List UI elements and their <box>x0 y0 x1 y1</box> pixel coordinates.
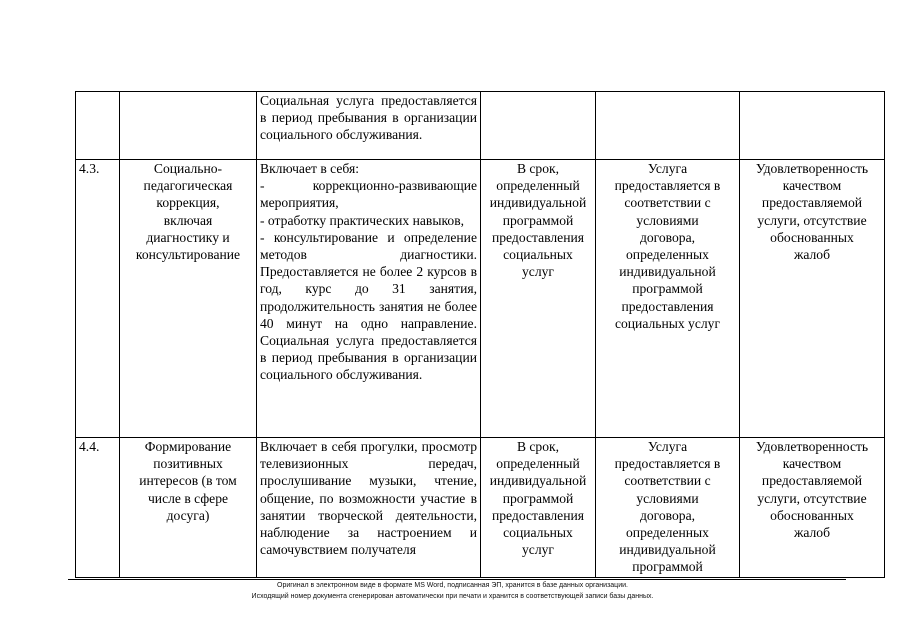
conditions-line: условиями <box>636 212 699 228</box>
table-row <box>76 92 885 160</box>
conditions-line: социальных услуг <box>614 315 721 331</box>
conditions-line: договора, <box>639 507 696 523</box>
term-line: социальных <box>503 247 573 263</box>
description-text: Включает в себя: <box>260 161 359 176</box>
service-conditions-cell <box>596 160 740 438</box>
indicator-line: обоснованных <box>770 229 854 245</box>
service-name-cell <box>120 160 257 438</box>
indicator-line: жалоб <box>793 247 831 263</box>
indicator-line: услуги, отсутствие <box>757 490 867 506</box>
name-line: педагогическая <box>143 178 233 194</box>
indicator-line: качеством <box>782 178 842 194</box>
term-line: услуг <box>522 264 554 280</box>
quality-indicators-cell <box>740 92 885 160</box>
service-name-cell <box>120 92 257 160</box>
term-line: социальных <box>503 525 573 541</box>
term-line: предоставления <box>491 229 584 245</box>
term-line: услуг <box>522 542 554 558</box>
service-term-cell <box>481 160 596 438</box>
services-table <box>75 91 885 578</box>
service-term-cell <box>481 92 596 160</box>
indicator-line: предоставляемой <box>761 195 863 211</box>
term-line: программой <box>502 490 574 506</box>
conditions-line: договора, <box>639 229 696 245</box>
term-line: индивидуальной <box>489 473 587 489</box>
conditions-line: условиями <box>636 490 699 506</box>
service-conditions-cell <box>596 92 740 160</box>
description-text: Включает в себя прогулки, просмотр телевизионных передач, прослушивание музыки, чтение, общение, по возможности участие в занятии творческой деятельности, наблюдение за настроением и самочувствием получателя <box>260 439 477 558</box>
indicator-line: жалоб <box>793 525 831 541</box>
conditions-line: предоставления <box>621 298 714 314</box>
conditions-line: предоставляется в <box>614 456 721 472</box>
description-text: - консультирование и определение методов диагностики. Предоставляется не более 2 курсов в год, курс до 31 занятия, продолжительность занятия не более 40 минут на одно направление. Социальная услуга предоставляется в период пребывания в организации социального обслуживания. <box>260 229 477 383</box>
conditions-line: индивидуальной <box>619 542 716 558</box>
description-text: - коррекционно-развивающие мероприятия, <box>260 178 477 211</box>
name-line: интересов (в том <box>139 473 237 489</box>
name-line: Формирование <box>144 439 232 454</box>
name-line: числе в сфере <box>147 490 229 506</box>
term-line: программой <box>502 212 574 228</box>
quality-indicators-cell <box>740 160 885 438</box>
term-line: определенный <box>496 178 580 194</box>
footer-note-number: Исходящий номер документа сгенерирован автоматически при печати и хранится в соответствующей записи базы данных. <box>251 593 654 600</box>
name-line: консультирование <box>135 247 241 263</box>
row-number: 4.4. <box>76 438 120 578</box>
name-line: позитивных <box>153 456 223 472</box>
name-line: Социально- <box>153 161 223 176</box>
conditions-line: определенных <box>626 247 709 263</box>
table-row <box>76 160 885 438</box>
conditions-line: предоставляется в <box>614 178 721 194</box>
indicator-line: предоставляемой <box>761 473 863 489</box>
conditions-line: соответствии с <box>624 473 711 489</box>
term-line: индивидуальной <box>489 195 587 211</box>
term-line: предоставления <box>491 507 584 523</box>
name-line: коррекция, <box>156 195 220 211</box>
service-name-cell <box>120 438 257 578</box>
conditions-line: Услуга <box>647 161 688 176</box>
conditions-line: Услуга <box>647 439 688 454</box>
conditions-line: индивидуальной <box>619 264 716 280</box>
table-row <box>76 438 885 578</box>
row-number <box>76 92 120 160</box>
indicator-line: Удовлетворенность <box>755 161 869 176</box>
service-description-cell <box>257 438 481 578</box>
service-conditions-cell <box>596 438 740 578</box>
name-line: включая <box>163 212 213 228</box>
term-line: определенный <box>496 456 580 472</box>
name-line: досуга) <box>166 507 210 523</box>
conditions-line: программой <box>632 559 703 575</box>
row-number: 4.3. <box>76 160 120 438</box>
quality-indicators-cell <box>740 438 885 578</box>
service-description-cell <box>257 160 481 438</box>
conditions-line: соответствии с <box>624 195 711 211</box>
footer-divider <box>68 579 846 580</box>
description-text: - отработку практических навыков, <box>260 212 465 228</box>
term-line: В срок, <box>516 161 560 176</box>
conditions-line: определенных <box>626 525 709 541</box>
indicator-line: обоснованных <box>770 507 854 523</box>
service-description-cell <box>257 92 481 160</box>
indicator-line: качеством <box>782 456 842 472</box>
indicator-line: услуги, отсутствие <box>757 212 867 228</box>
description-text: Социальная услуга предоставляется в период пребывания в организации социального обслуживания. <box>260 93 477 143</box>
conditions-line: программой <box>632 281 703 297</box>
indicator-line: Удовлетворенность <box>755 439 869 454</box>
footer-note-original: Оригинал в электронном виде в формате MS Word, подписанная ЭП, хранится в базе данных организации. <box>277 582 628 589</box>
name-line: диагностику и <box>146 229 230 245</box>
service-term-cell <box>481 438 596 578</box>
term-line: В срок, <box>516 439 560 454</box>
